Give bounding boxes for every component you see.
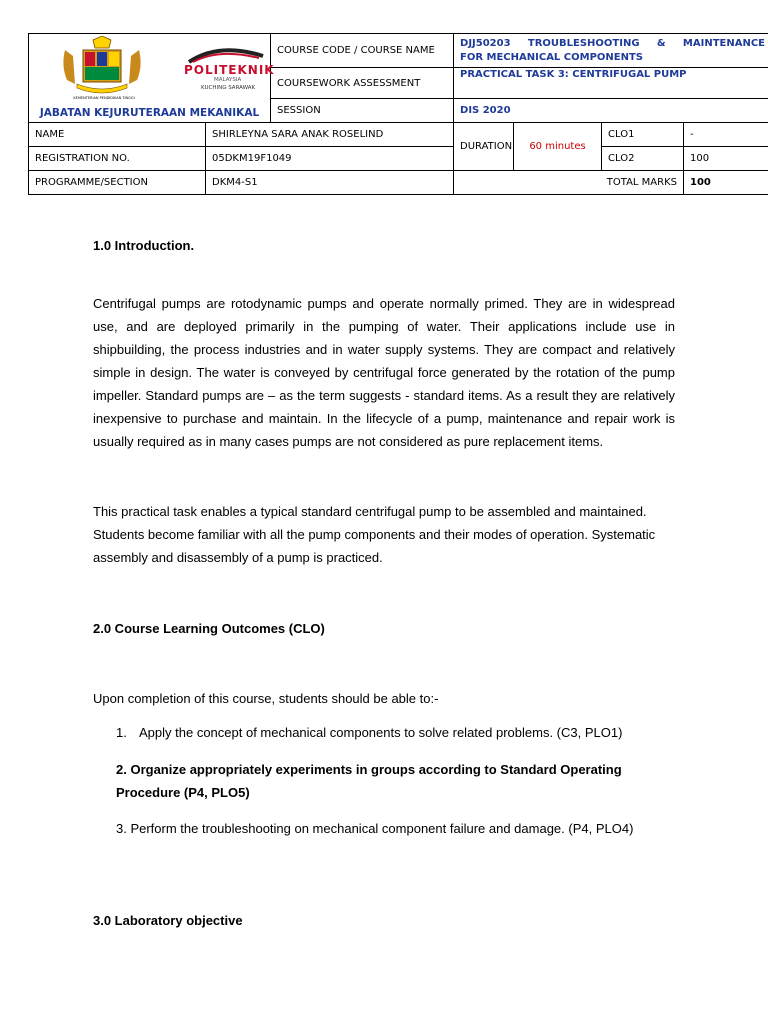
session-label: SESSION — [271, 98, 454, 122]
session-value: DIS 2020 — [454, 98, 768, 122]
total-marks-value: 100 — [684, 171, 768, 195]
clo-lead: Upon completion of this course, students should be able to:- — [93, 691, 439, 706]
politeknik-swoosh-icon — [179, 42, 269, 64]
clo1-value: - — [684, 123, 768, 147]
logo-sub-kuching: KUCHING SARAWAK — [201, 85, 256, 91]
lab-heading: 3.0 Laboratory objective — [93, 913, 243, 928]
politeknik-logo-text: POLITEKNIK — [184, 63, 275, 77]
name-label: NAME — [29, 123, 206, 147]
clo1-label: CLO1 — [602, 123, 684, 147]
registration-label: REGISTRATION NO. — [29, 147, 206, 171]
clo2-value: 100 — [684, 147, 768, 171]
programme-label: PROGRAMME/SECTION — [29, 171, 206, 195]
total-marks-label: TOTAL MARKS — [454, 171, 684, 195]
clo-item-3: 3. Perform the troubleshooting on mechanical component failure and damage. (P4, PLO4) — [116, 821, 634, 836]
clo2-label: CLO2 — [602, 147, 684, 171]
registration-value: 05DKM19F1049 — [206, 147, 454, 171]
course-name: DJJ50203 TROUBLESHOOTING & MAINTENANCE FOR MECHANICAL COMPONENTS — [454, 34, 768, 68]
logo-cell — [29, 34, 275, 123]
clo-heading: 2.0 Course Learning Outcomes (CLO) — [93, 621, 325, 636]
programme-value: DKM4-S1 — [206, 171, 454, 195]
logo-sub-malaysia: MALAYSIA — [214, 77, 242, 83]
intro-paragraph-1: Centrifugal pumps are rotodynamic pumps and operate normally primed. They are in widespread use, and are deployed primarily in the pumping of water. Their applications include use in shipbuilding, the process industries and in water supply systems. They are compact and relatively simple in design. The water is conveyed by centrifugal force generated by the rotation of the pump impeller. Standard pumps are – as the term suggests - standard items. As a result they are relatively inexpensive to purchase and maintain. In the lifecycle of a pump, maintenance and repair work is usually required as in many cases pumps are not considered as pure replacement items. — [93, 296, 675, 449]
intro-heading: 1.0 Introduction. — [93, 238, 195, 253]
course-code-label: COURSE CODE / COURSE NAME — [271, 34, 454, 68]
clo-item-1-text: Apply the concept of mechanical components to solve related problems. (C3, PLO1) — [139, 725, 623, 740]
duration-label: DURATION — [454, 123, 514, 171]
department-name: JABATAN KEJURUTERAAN MEKANIKAL — [39, 107, 260, 119]
header-table — [28, 33, 768, 195]
clo-item-1 — [116, 721, 696, 744]
clo-item-1-number: 1. — [116, 725, 127, 740]
coursework-label: COURSEWORK ASSESSMENT — [271, 68, 454, 98]
crest-caption: KEMENTERIAN PENDIDIKAN TINGGI — [73, 96, 135, 100]
duration-value: 60 minutes — [514, 123, 602, 171]
intro-paragraph-2: This practical task enables a typical standard centrifugal pump to be assembled and maintained. Students become familiar with all the pump components and their modes of operation. Systematic assembly and disassembly of a pump is practiced. — [93, 504, 656, 565]
name-value: SHIRLEYNA SARA ANAK ROSELIND — [206, 123, 454, 147]
coursework-value: PRACTICAL TASK 3: CENTRIFUGAL PUMP — [454, 68, 768, 98]
clo-item-2: 2. Organize appropriately experiments in groups according to Standard Operating Procedure (P4, PLO5) — [116, 762, 622, 800]
